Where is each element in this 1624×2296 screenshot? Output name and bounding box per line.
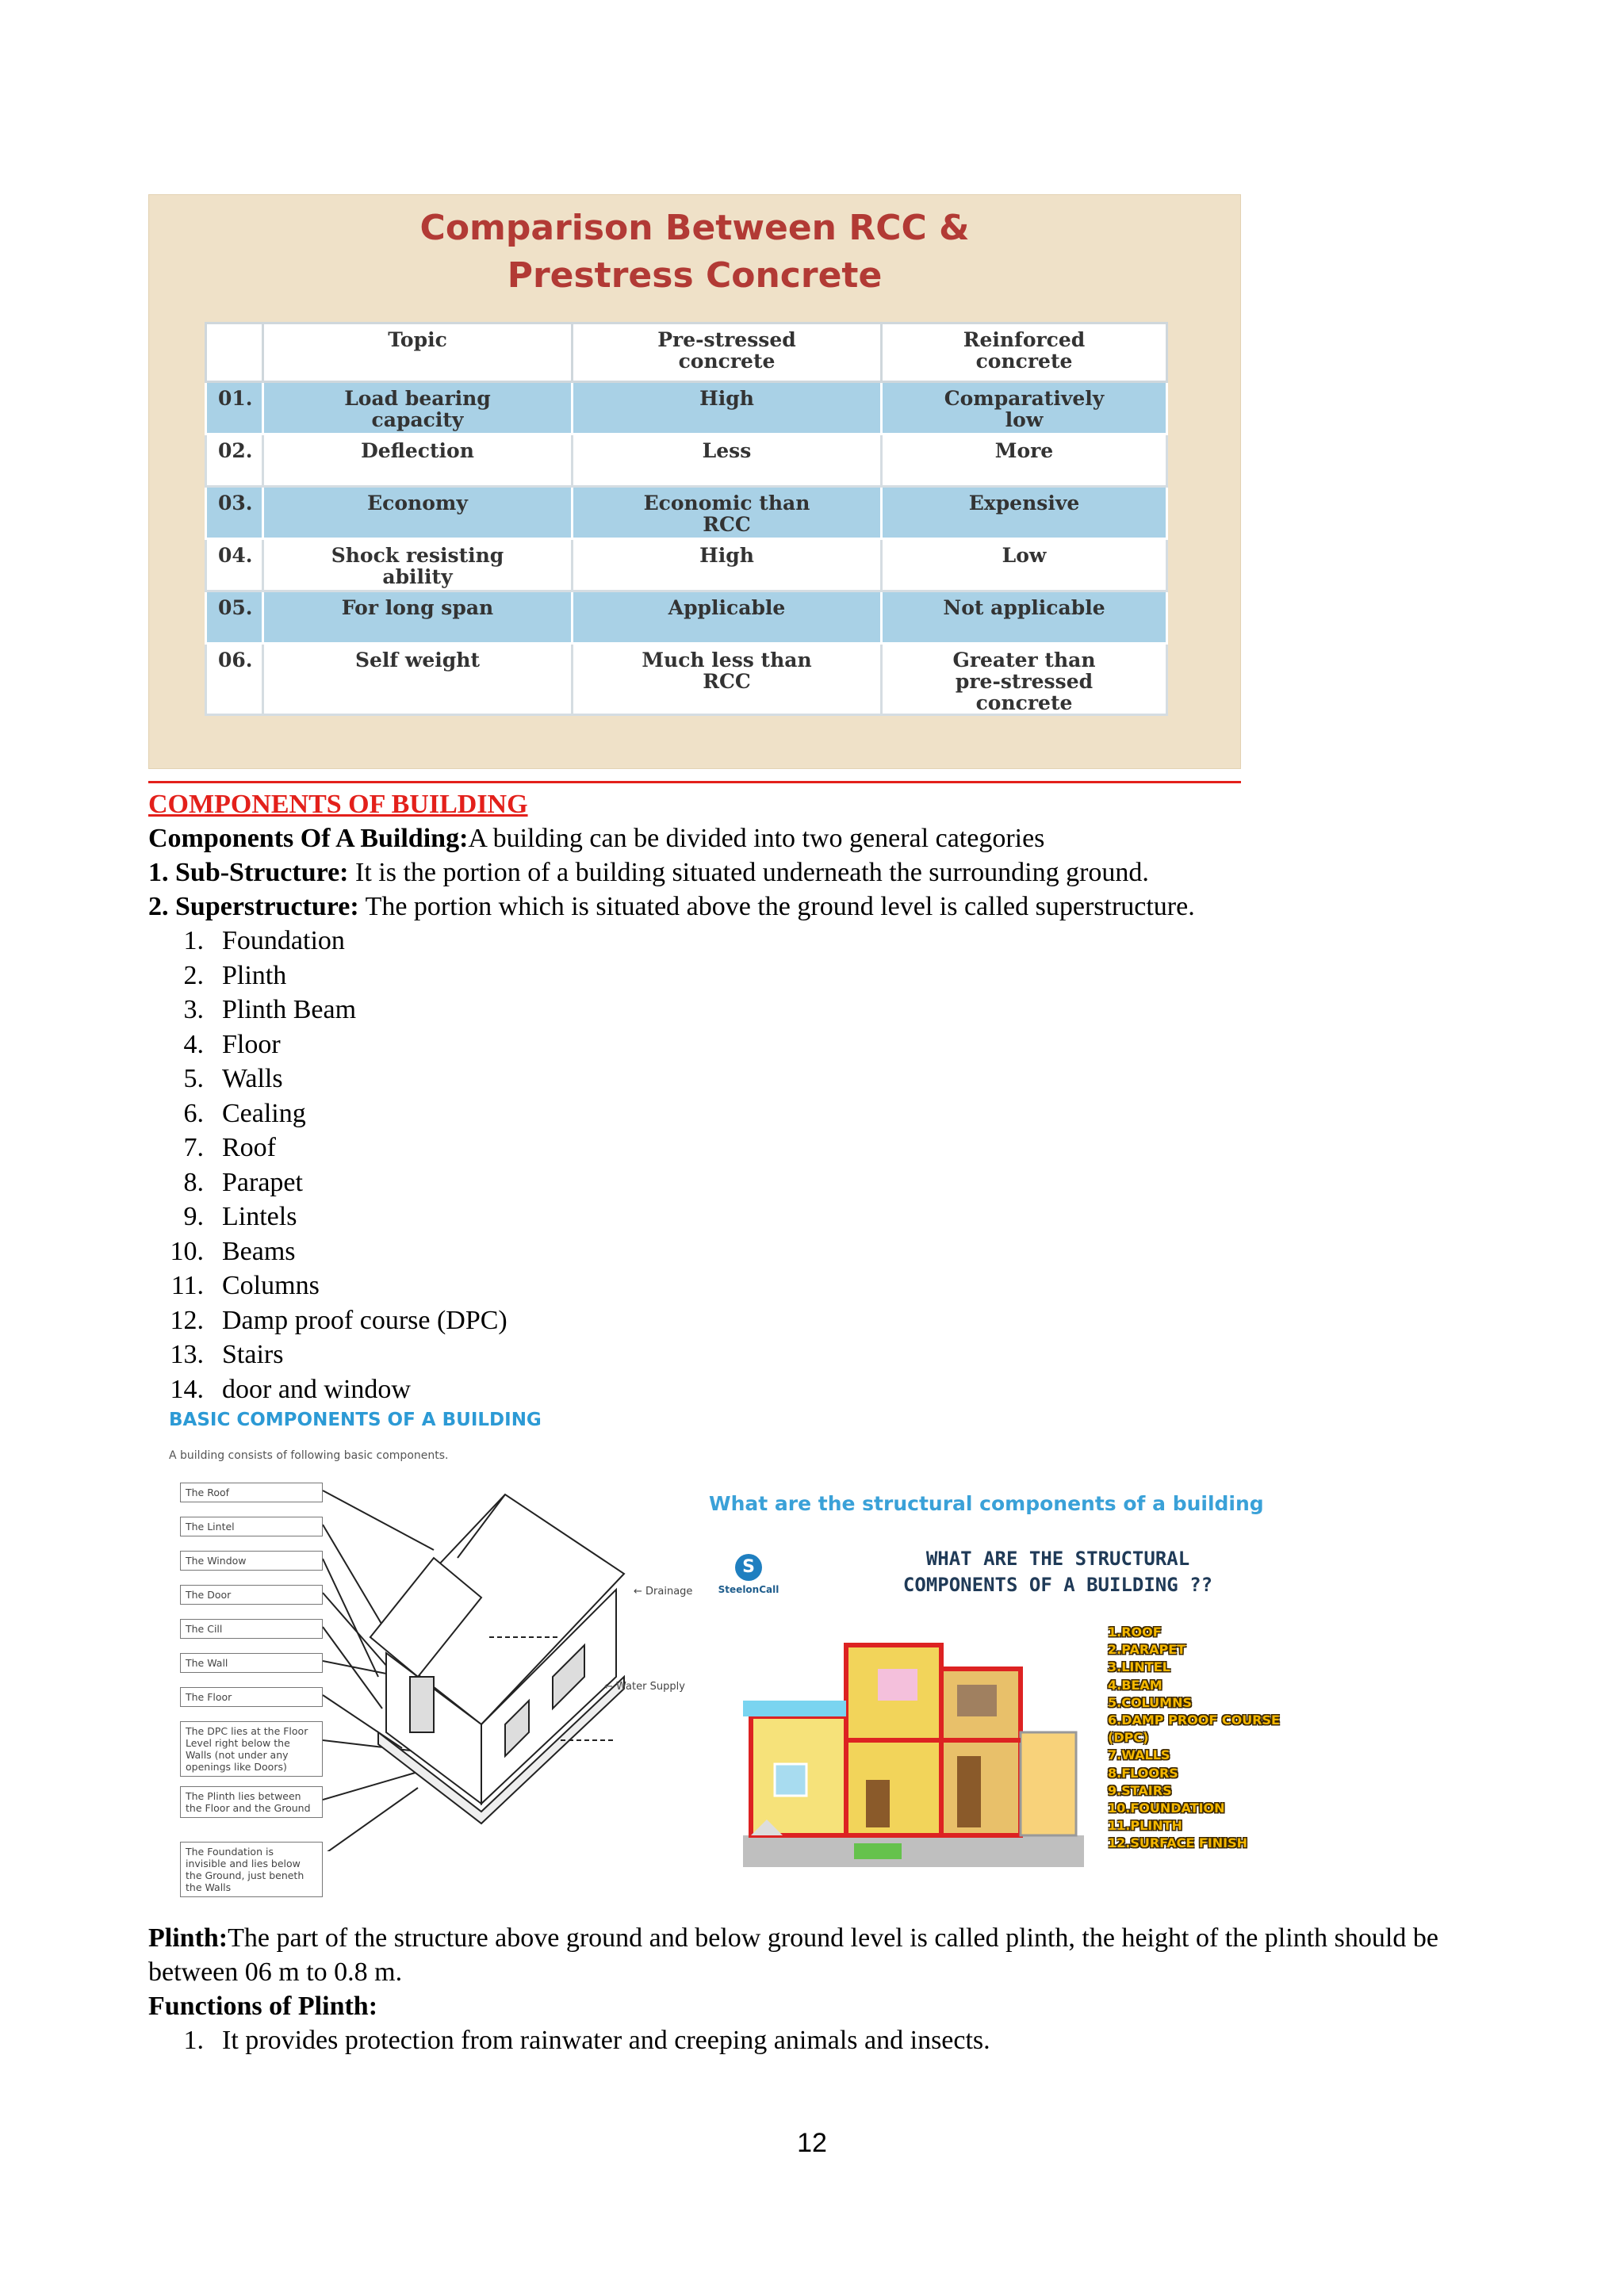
list-text: Damp proof course (DPC) bbox=[222, 1305, 508, 1335]
label-cill: The Cill bbox=[180, 1619, 323, 1639]
header-cell: Reinforced concrete bbox=[882, 323, 1167, 382]
table-row bbox=[206, 487, 1167, 539]
function-item bbox=[148, 2023, 990, 2057]
intro-bold: Components Of A Building: bbox=[148, 824, 469, 853]
list-number: 13. bbox=[170, 1340, 204, 1369]
structural-question: WHAT ARE THE STRUCTURAL COMPONENTS OF A BUILDING ?? bbox=[902, 1548, 1213, 1596]
list-item bbox=[148, 1131, 508, 1165]
plinth-paragraph bbox=[148, 1921, 1496, 1989]
list-item bbox=[148, 1372, 508, 1407]
functions-heading-text: Functions of Plinth: bbox=[148, 1992, 378, 2021]
water-supply-text: Water Supply bbox=[616, 1681, 685, 1693]
comparison-figure bbox=[148, 194, 1241, 769]
structural-list-item: 2.PARAPET bbox=[1108, 1642, 1186, 1658]
list-item bbox=[148, 1200, 508, 1234]
function-text: It provides protection from rainwater and creeping animals and insects. bbox=[222, 2026, 990, 2055]
table-cell-topic: Self weight bbox=[263, 644, 573, 715]
list-text: Cealing bbox=[222, 1098, 306, 1128]
table-cell-topic: Deflection bbox=[263, 434, 573, 487]
comparison-table bbox=[205, 322, 1168, 716]
plinth-text: The part of the structure above ground and below ground level is called plinth, the height of the plinth should be between 06 m to 0.8 m. bbox=[148, 1923, 1438, 1987]
table-cell-num: 01. bbox=[206, 382, 263, 434]
list-text: Floor bbox=[222, 1029, 281, 1059]
table-cell-num: 04. bbox=[206, 539, 263, 591]
list-number: 11. bbox=[170, 1271, 204, 1300]
red-divider bbox=[148, 781, 1241, 783]
table-cell-prestressed: Less bbox=[573, 434, 882, 487]
list-number: 14. bbox=[170, 1374, 204, 1404]
list-item bbox=[148, 1337, 508, 1372]
table-cell-num: 06. bbox=[206, 644, 263, 715]
structural-list-item: 12.SURFACE FINISH bbox=[1108, 1835, 1248, 1851]
label-foundation: The Foundation is invisible and lies below the Ground, just beneth the Walls bbox=[180, 1842, 323, 1897]
header-cell bbox=[206, 323, 263, 382]
components-list bbox=[148, 924, 508, 1406]
list-text: Walls bbox=[222, 1064, 283, 1093]
structural-list-item: 1.ROOF bbox=[1108, 1624, 1162, 1640]
list-number: 4. bbox=[183, 1029, 204, 1059]
list-text: Plinth Beam bbox=[222, 995, 357, 1024]
list-text: Lintels bbox=[222, 1202, 297, 1231]
comparison-title: Comparison Between RCC & Prestress Concrete bbox=[419, 208, 970, 296]
list-text: Parapet bbox=[222, 1167, 303, 1197]
drainage-label: ← Drainage bbox=[634, 1586, 693, 1598]
list-text: door and window bbox=[222, 1374, 411, 1404]
header-cell: Pre-stressed concrete bbox=[573, 323, 882, 382]
superstructure-text: The portion which is situated above the ground level is called superstructure. bbox=[358, 892, 1195, 921]
list-number: 6. bbox=[183, 1098, 204, 1128]
list-number: 9. bbox=[183, 1202, 204, 1231]
superstructure-bold: 2. Superstructure: bbox=[148, 892, 359, 921]
brand-name: SteelonCall bbox=[718, 1584, 779, 1595]
list-text: Columns bbox=[222, 1271, 320, 1300]
basic-components-title: BASIC COMPONENTS OF A BUILDING bbox=[169, 1410, 542, 1430]
header-cell: Topic bbox=[263, 323, 573, 382]
basic-components-subtitle: A building consists of following basic components. bbox=[169, 1449, 449, 1462]
structural-title: What are the structural components of a building bbox=[709, 1492, 1264, 1515]
list-item bbox=[148, 1062, 508, 1096]
label-lintel: The Lintel bbox=[180, 1517, 323, 1536]
list-number: 7. bbox=[183, 1133, 204, 1162]
table-row bbox=[206, 539, 1167, 591]
table-cell-topic: Shock resisting ability bbox=[263, 539, 573, 591]
intro-paragraph bbox=[148, 821, 1044, 855]
list-item bbox=[148, 993, 508, 1027]
water-supply-label: ← Water Supply bbox=[604, 1681, 685, 1693]
drainage-text: Drainage bbox=[645, 1586, 693, 1598]
list-item bbox=[148, 924, 508, 959]
page-number: 12 bbox=[797, 2128, 827, 2158]
substructure-bold: 1. Sub-Structure: bbox=[148, 858, 349, 887]
list-number: 1. bbox=[183, 2026, 204, 2055]
structural-list-item: 6.DAMP PROOF COURSE (DPC) bbox=[1108, 1712, 1280, 1746]
structural-list-item: 3.LINTEL bbox=[1108, 1659, 1170, 1675]
table-row bbox=[206, 644, 1167, 715]
plinth-bold: Plinth: bbox=[148, 1923, 228, 1953]
table-cell-topic: For long span bbox=[263, 591, 573, 644]
label-plinth: The Plinth lies between the Floor and the Ground bbox=[180, 1786, 323, 1818]
table-row bbox=[206, 382, 1167, 434]
table-cell-prestressed: Much less than RCC bbox=[573, 644, 882, 715]
structural-components-list bbox=[1108, 1624, 1322, 1853]
table-row bbox=[206, 434, 1167, 487]
table-cell-num: 03. bbox=[206, 487, 263, 539]
table-cell-num: 05. bbox=[206, 591, 263, 644]
list-item bbox=[148, 1027, 508, 1062]
table-cell-num: 02. bbox=[206, 434, 263, 487]
list-item bbox=[148, 1096, 508, 1131]
s-logo-icon: S bbox=[735, 1554, 762, 1581]
list-item bbox=[148, 1165, 508, 1200]
structural-list-item: 4.BEAM bbox=[1108, 1677, 1162, 1693]
list-text: Stairs bbox=[222, 1340, 284, 1369]
structural-list-item: 8.FLOORS bbox=[1108, 1765, 1178, 1781]
table-header-row bbox=[206, 323, 1167, 382]
list-number: 8. bbox=[183, 1167, 204, 1197]
list-item bbox=[148, 1234, 508, 1269]
list-item bbox=[148, 1269, 508, 1303]
structural-list-item: 5.COLUMNS bbox=[1108, 1694, 1193, 1710]
structural-list-item: 11.PLINTH bbox=[1108, 1818, 1182, 1834]
label-door: The Door bbox=[180, 1585, 323, 1605]
table-cell-reinforced: Not applicable bbox=[882, 591, 1167, 644]
table-cell-prestressed: High bbox=[573, 382, 882, 434]
list-number: 3. bbox=[183, 995, 204, 1024]
table-cell-prestressed: Applicable bbox=[573, 591, 882, 644]
list-number: 12. bbox=[170, 1305, 204, 1335]
list-text: Beams bbox=[222, 1236, 296, 1266]
list-item bbox=[148, 959, 508, 993]
structural-list-item: 7.WALLS bbox=[1108, 1747, 1170, 1763]
list-number: 2. bbox=[183, 960, 204, 990]
section-heading: COMPONENTS OF BUILDING bbox=[148, 790, 528, 819]
label-window: The Window bbox=[180, 1551, 323, 1571]
functions-list bbox=[148, 2023, 990, 2057]
list-text: Roof bbox=[222, 1133, 276, 1162]
list-number: 10. bbox=[170, 1236, 204, 1266]
table-cell-reinforced: More bbox=[882, 434, 1167, 487]
intro-text: A building can be divided into two general categories bbox=[468, 824, 1045, 853]
table-row bbox=[206, 591, 1167, 644]
functions-heading bbox=[148, 1989, 377, 2023]
list-number: 1. bbox=[183, 926, 204, 955]
table-cell-reinforced: Expensive bbox=[882, 487, 1167, 539]
table-cell-prestressed: High bbox=[573, 539, 882, 591]
structural-list-item: 9.STAIRS bbox=[1108, 1782, 1172, 1798]
components-figure bbox=[148, 1407, 1322, 1907]
table-cell-topic: Load bearing capacity bbox=[263, 382, 573, 434]
steeloncall-logo bbox=[718, 1554, 779, 1595]
list-text: Plinth bbox=[222, 960, 287, 990]
structural-list-item: 10.FOUNDATION bbox=[1108, 1800, 1225, 1816]
list-number: 5. bbox=[183, 1064, 204, 1093]
label-dpc: The DPC lies at the Floor Level right below the Walls (not under any openings like Doors) bbox=[180, 1721, 323, 1777]
list-item bbox=[148, 1303, 508, 1338]
table-cell-reinforced: Greater than pre-stressed concrete bbox=[882, 644, 1167, 715]
substructure-text: It is the portion of a building situated underneath the surrounding ground. bbox=[348, 858, 1149, 887]
label-roof: The Roof bbox=[180, 1483, 323, 1502]
building-cutaway-illustration bbox=[719, 1598, 1100, 1891]
table-cell-prestressed: Economic than RCC bbox=[573, 487, 882, 539]
label-floor: The Floor bbox=[180, 1687, 323, 1707]
table-cell-reinforced: Low bbox=[882, 539, 1167, 591]
label-wall: The Wall bbox=[180, 1653, 323, 1673]
substructure-paragraph bbox=[148, 855, 1149, 890]
list-text: Foundation bbox=[222, 926, 345, 955]
superstructure-paragraph bbox=[148, 890, 1195, 924]
table-cell-topic: Economy bbox=[263, 487, 573, 539]
house-line-drawing bbox=[323, 1439, 640, 1851]
table-cell-reinforced: Comparatively low bbox=[882, 382, 1167, 434]
